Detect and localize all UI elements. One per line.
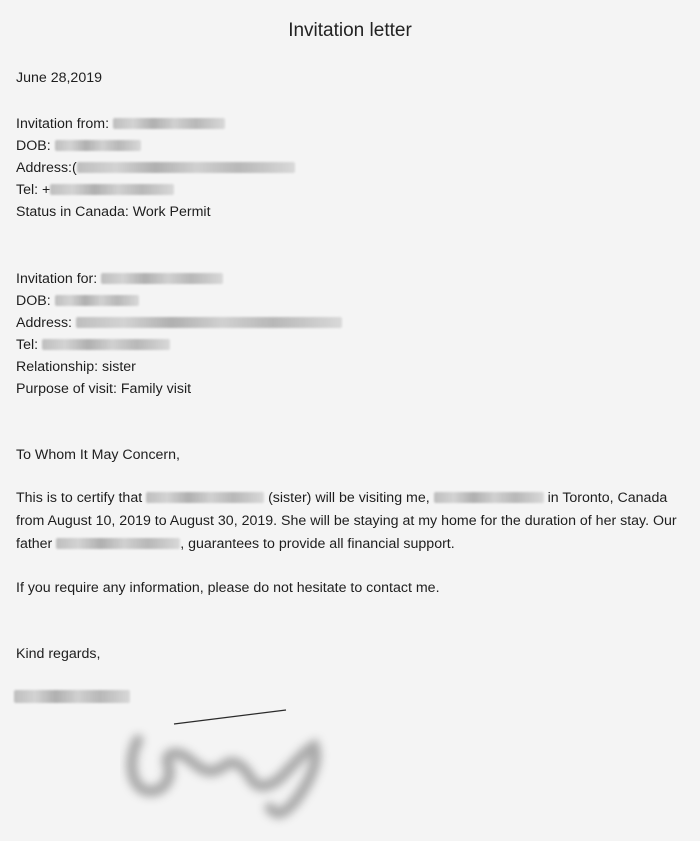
redacted-inviter-address bbox=[77, 162, 295, 173]
inviter-address-line bbox=[16, 159, 295, 177]
redacted-invitee-address bbox=[76, 317, 342, 328]
inviter-status-line bbox=[16, 203, 211, 221]
redacted-inviter-name-inline bbox=[434, 492, 544, 503]
inviter-dob-label: DOB: bbox=[16, 138, 51, 154]
invitation-for-label: Invitation for: bbox=[16, 271, 98, 287]
inviter-tel-label: Tel: bbox=[16, 182, 39, 198]
certification-text-1: This is to certify that bbox=[16, 490, 143, 506]
inviter-tel-line bbox=[16, 181, 174, 199]
redacted-inviter-name bbox=[113, 118, 225, 129]
certification-text-3: in Toronto, Canada from August 10, 2019 to August 30, 2019. She will be staying at my home for the duration of her stay. Our father bbox=[16, 490, 677, 552]
invitee-dob-label: DOB: bbox=[16, 293, 51, 309]
purpose-label: Purpose of visit: bbox=[16, 381, 117, 397]
redacted-invitee-dob bbox=[55, 295, 139, 306]
purpose-value: Family visit bbox=[120, 381, 192, 397]
relationship-value: sister bbox=[101, 359, 136, 375]
letter-date: June 28,2019 bbox=[16, 70, 102, 86]
redacted-inviter-dob bbox=[55, 140, 141, 151]
certification-text-4: , guarantees to provide all financial support. bbox=[180, 536, 455, 552]
redacted-invitee-name bbox=[101, 273, 223, 284]
purpose-line bbox=[16, 380, 191, 398]
redacted-invitee-tel bbox=[42, 339, 170, 350]
status-value: Work Permit bbox=[132, 204, 211, 220]
letter-title: Invitation letter bbox=[288, 20, 412, 41]
redacted-father-name bbox=[56, 538, 180, 549]
invitation-from-label: Invitation from: bbox=[16, 116, 110, 132]
inviter-dob-line bbox=[16, 137, 141, 155]
relationship-label: Relationship: bbox=[16, 359, 99, 375]
certification-paragraph bbox=[16, 487, 688, 556]
inviter-address-label: Address: bbox=[16, 160, 72, 176]
status-label: Status in Canada: bbox=[16, 204, 129, 220]
redacted-sister-name bbox=[146, 492, 264, 503]
relationship-line bbox=[16, 358, 136, 376]
salutation: To Whom It May Concern, bbox=[16, 447, 180, 463]
invitation-for-line bbox=[16, 270, 223, 288]
invitee-address-line bbox=[16, 314, 342, 332]
signature bbox=[120, 700, 340, 830]
redacted-sender-name bbox=[14, 690, 130, 703]
inviter-address-prefix: ( bbox=[72, 160, 77, 176]
invitee-dob-line bbox=[16, 292, 139, 310]
redacted-inviter-tel bbox=[50, 184, 174, 195]
signature-scribble bbox=[132, 740, 316, 813]
invitation-from-line bbox=[16, 115, 225, 133]
contact-paragraph: If you require any information, please do not hesitate to contact me. bbox=[16, 580, 440, 596]
invitee-tel-line bbox=[16, 336, 170, 354]
invitee-address-label: Address: bbox=[16, 315, 72, 331]
closing: Kind regards, bbox=[16, 646, 101, 662]
inviter-tel-prefix: + bbox=[42, 182, 51, 198]
certification-text-2: (sister) will be visiting me, bbox=[268, 490, 430, 506]
invitee-tel-label: Tel: bbox=[16, 337, 39, 353]
signature-stroke-line bbox=[174, 710, 286, 724]
